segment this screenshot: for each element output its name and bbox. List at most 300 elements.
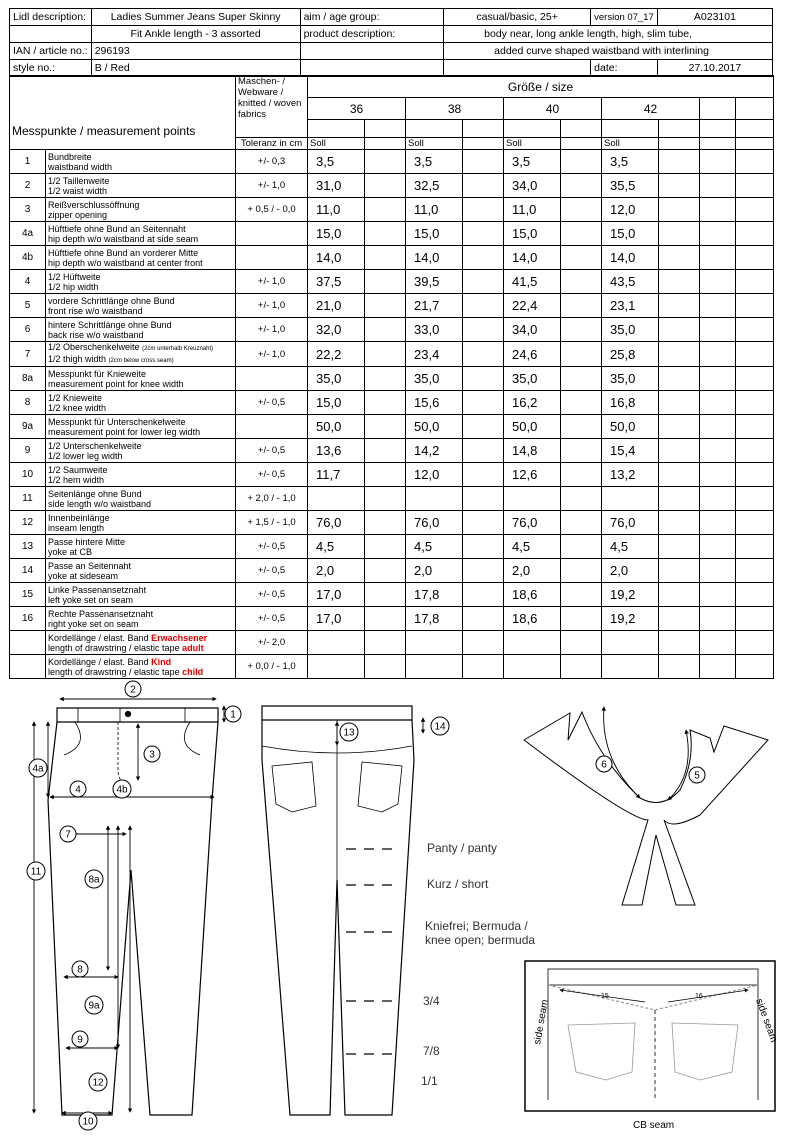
row-description	[46, 294, 236, 318]
row-description	[46, 174, 236, 198]
value-size-42	[602, 655, 659, 679]
desc-de: Seitenlänge ohne Bund	[48, 488, 142, 499]
ian-label: IAN / article no.:	[10, 43, 92, 60]
table-row	[10, 655, 774, 679]
row-tolerance	[236, 367, 308, 391]
desc-de: Bundbreite	[48, 151, 92, 162]
style-value: B / Red	[91, 60, 300, 77]
marker-13	[340, 723, 358, 741]
desc-en: hip depth w/o waistband at center front	[48, 257, 203, 268]
value-size-36: 14,0	[308, 246, 365, 270]
value-size-36: 17,0	[308, 607, 365, 631]
value-size-42: 14,0	[602, 246, 659, 270]
marker-label: 5	[694, 770, 700, 782]
marker-11	[27, 862, 45, 880]
fabric-label: Maschen- / Webware / knitted / woven fabrics	[236, 76, 308, 138]
value-size-36: 2,0	[308, 559, 365, 583]
desc-de: Messpunkt für Knieweite	[48, 368, 147, 379]
dimension-arrows	[34, 699, 423, 1113]
product-desc-line1: body near, long ankle length, high, slim tube,	[444, 26, 773, 43]
value-size-40: 35,0	[504, 367, 561, 391]
value-size-36: 15,0	[308, 222, 365, 246]
row-tolerance	[236, 415, 308, 439]
label-bermuda-2: knee open; bermuda	[425, 933, 536, 947]
row-number: 9	[10, 439, 46, 463]
desc-en: measurement point for knee width	[48, 378, 184, 389]
row-number	[10, 655, 46, 679]
desc-en: inseam length	[48, 522, 105, 533]
measurement-points-header: Messpunkte / measurement points	[12, 123, 196, 138]
row-tolerance: +/- 0,5	[236, 559, 308, 583]
row-number: 8a	[10, 367, 46, 391]
row-description	[46, 270, 236, 294]
date-value: 27.10.2017	[657, 60, 772, 77]
header-table	[9, 8, 773, 77]
row-tolerance: + 2,0 / - 1,0	[236, 487, 308, 511]
marker-label: 9a	[88, 1000, 100, 1012]
marker-label: 9	[77, 1034, 83, 1046]
table-row	[10, 415, 774, 439]
style-label: style no.:	[10, 60, 92, 77]
label-7-8: 7/8	[423, 1044, 440, 1058]
row-number: 9a	[10, 415, 46, 439]
value-size-42: 35,5	[602, 174, 659, 198]
value-size-38	[406, 487, 463, 511]
value-size-40: 16,2	[504, 391, 561, 415]
value-size-42	[602, 487, 659, 511]
value-size-42: 25,8	[602, 342, 659, 367]
marker-label: 1	[230, 709, 236, 721]
value-size-38: 39,5	[406, 270, 463, 294]
row-number: 13	[10, 535, 46, 559]
article-code: A023101	[657, 9, 772, 26]
side-seam-right: side seam	[753, 997, 780, 1044]
table-row	[10, 439, 774, 463]
lidl-desc-label: Lidl description:	[10, 9, 92, 26]
row-number: 8	[10, 391, 46, 415]
row-description	[46, 463, 236, 487]
row-description	[46, 559, 236, 583]
row-number: 3	[10, 198, 46, 222]
desc-en: hip depth w/o waistband at side seam	[48, 233, 199, 244]
value-size-42: 3,5	[602, 150, 659, 174]
table-row	[10, 511, 774, 535]
value-size-38: 23,4	[406, 342, 463, 367]
row-number: 4a	[10, 222, 46, 246]
marker-label: 2	[130, 684, 136, 696]
marker-label: 4a	[32, 763, 44, 775]
row-tolerance: +/- 1,0	[236, 342, 308, 367]
value-size-42	[602, 631, 659, 655]
desc-de: Linke Passenansetznaht	[48, 584, 147, 595]
row-description	[46, 367, 236, 391]
value-size-38: 33,0	[406, 318, 463, 342]
desc-en: 1/2 knee width	[48, 402, 107, 413]
value-size-36: 32,0	[308, 318, 365, 342]
version: version 07_17	[591, 9, 658, 26]
row-tolerance: +/- 0,5	[236, 463, 308, 487]
desc-en: yoke at CB	[48, 546, 93, 557]
marker-label: 14	[434, 721, 446, 733]
value-size-38: 17,8	[406, 583, 463, 607]
marker-8a	[85, 870, 103, 888]
value-size-38: 76,0	[406, 511, 463, 535]
desc-en: 1/2 hip width	[48, 281, 99, 292]
size-40: 40	[504, 98, 602, 120]
row-description	[46, 439, 236, 463]
value-size-38: 11,0	[406, 198, 463, 222]
desc-en: 1/2 lower leg width	[48, 450, 123, 461]
soll-42: Soll	[602, 138, 659, 150]
value-size-36: 76,0	[308, 511, 365, 535]
table-row	[10, 487, 774, 511]
value-size-38: 15,0	[406, 222, 463, 246]
marker-3	[144, 746, 160, 762]
row-number: 5	[10, 294, 46, 318]
marker-1	[225, 706, 241, 722]
desc-de: Kordellänge / elast. Band	[48, 632, 152, 643]
cb-seam-label: CB seam	[633, 1120, 675, 1131]
desc-de-red: Kind	[151, 656, 172, 667]
value-size-40: 50,0	[504, 415, 561, 439]
value-size-36: 4,5	[308, 535, 365, 559]
value-size-38: 50,0	[406, 415, 463, 439]
row-number: 14	[10, 559, 46, 583]
row-tolerance: + 1,5 / - 1,0	[236, 511, 308, 535]
value-size-36: 31,0	[308, 174, 365, 198]
date-label: date:	[591, 60, 658, 77]
desc-de: 1/2 Saumweite	[48, 464, 108, 475]
lidl-desc-line1: Ladies Summer Jeans Super Skinny	[91, 9, 300, 26]
table-row	[10, 198, 774, 222]
desc-en: back rise w/o waistband	[48, 329, 144, 340]
value-size-36: 13,6	[308, 439, 365, 463]
value-size-40: 34,0	[504, 318, 561, 342]
value-size-40	[504, 655, 561, 679]
marker-10	[79, 1112, 97, 1130]
table-row	[10, 535, 774, 559]
desc-en-red: child	[182, 666, 204, 677]
desc-en-red: adult	[182, 642, 204, 653]
row-number: 15	[10, 583, 46, 607]
soll-36: Soll	[308, 138, 365, 150]
value-size-38	[406, 655, 463, 679]
value-size-40: 4,5	[504, 535, 561, 559]
value-size-40: 22,4	[504, 294, 561, 318]
soll-40: Soll	[504, 138, 561, 150]
value-size-36: 11,0	[308, 198, 365, 222]
marker-5	[689, 767, 705, 783]
desc-de: Passe hintere Mitte	[48, 536, 126, 547]
value-size-42: 15,4	[602, 439, 659, 463]
value-size-42: 19,2	[602, 583, 659, 607]
value-size-40: 3,5	[504, 150, 561, 174]
marker-4	[70, 781, 86, 797]
table-row	[10, 342, 774, 367]
row-description	[46, 511, 236, 535]
desc-en: zipper opening	[48, 209, 108, 220]
desc-en: waistband width	[48, 161, 113, 172]
row-description	[46, 198, 236, 222]
desc-de: 1/2 Oberschenkelweite	[48, 342, 140, 352]
value-size-38: 4,5	[406, 535, 463, 559]
row-description	[46, 655, 236, 679]
desc-en: 1/2 hem width	[48, 474, 105, 485]
value-size-40: 2,0	[504, 559, 561, 583]
row-description	[46, 342, 236, 367]
value-size-42: 35,0	[602, 318, 659, 342]
desc-en-note: (2cm below cross seam)	[108, 358, 174, 364]
value-size-36: 21,0	[308, 294, 365, 318]
desc-de: 1/2 Knieweite	[48, 392, 103, 403]
marker-2	[125, 681, 141, 697]
aim-value: casual/basic, 25+	[444, 9, 591, 26]
value-size-38: 14,2	[406, 439, 463, 463]
value-size-36: 17,0	[308, 583, 365, 607]
value-size-40: 41,5	[504, 270, 561, 294]
value-size-42: 35,0	[602, 367, 659, 391]
marker-label: 3	[149, 749, 155, 761]
marker-9a	[85, 996, 103, 1014]
value-size-42: 12,0	[602, 198, 659, 222]
value-size-36	[308, 655, 365, 679]
marker-label: 8	[77, 964, 83, 976]
row-description	[46, 150, 236, 174]
desc-en: left yoke set on seam	[48, 594, 134, 605]
row-number: 2	[10, 174, 46, 198]
size-header: Größe / size	[308, 76, 774, 98]
value-size-40: 11,0	[504, 198, 561, 222]
table-row	[10, 559, 774, 583]
value-size-38: 32,5	[406, 174, 463, 198]
value-size-36: 50,0	[308, 415, 365, 439]
soll-38: Soll	[406, 138, 463, 150]
value-size-42: 76,0	[602, 511, 659, 535]
desc-de: Messpunkt für Unterschenkelweite	[48, 416, 186, 427]
value-size-36	[308, 631, 365, 655]
technical-drawings	[0, 680, 800, 1138]
marker-4a	[29, 759, 47, 777]
label-3-4: 3/4	[423, 994, 440, 1008]
row-description	[46, 535, 236, 559]
table-row	[10, 150, 774, 174]
row-number: 16	[10, 607, 46, 631]
desc-de: 1/2 Taillenweite	[48, 175, 110, 186]
value-size-36	[308, 487, 365, 511]
marker-label: 10	[82, 1116, 94, 1128]
table-row	[10, 270, 774, 294]
value-size-38: 35,0	[406, 367, 463, 391]
desc-de: Hüfttiefe ohne Bund an vorderer Mitte	[48, 247, 199, 258]
row-tolerance: +/- 1,0	[236, 318, 308, 342]
value-size-38: 14,0	[406, 246, 463, 270]
label-short: Kurz / short	[427, 877, 489, 891]
lidl-desc-line2: Fit Ankle length - 3 assorted	[91, 26, 300, 43]
value-size-36: 37,5	[308, 270, 365, 294]
ian-value: 296193	[91, 43, 300, 60]
value-size-40: 76,0	[504, 511, 561, 535]
row-tolerance: +/- 1,0	[236, 294, 308, 318]
value-size-38: 3,5	[406, 150, 463, 174]
table-row	[10, 174, 774, 198]
value-size-40: 12,6	[504, 463, 561, 487]
measurement-table	[9, 75, 774, 679]
row-description	[46, 246, 236, 270]
marker-12	[89, 1073, 107, 1091]
row-tolerance: + 0,0 / - 1,0	[236, 655, 308, 679]
value-size-42: 15,0	[602, 222, 659, 246]
value-size-40: 18,6	[504, 607, 561, 631]
length-markers	[346, 849, 400, 1054]
row-tolerance: + 0,5 / - 0,0	[236, 198, 308, 222]
desc-en: yoke at sideseam	[48, 570, 119, 581]
row-tolerance: +/- 0,5	[236, 607, 308, 631]
desc-en: measurement point for lower leg width	[48, 426, 201, 437]
label-bermuda-1: Kniefrei; Bermuda /	[425, 919, 528, 933]
marker-label: 4b	[116, 784, 128, 796]
table-row	[10, 222, 774, 246]
value-size-40: 14,0	[504, 246, 561, 270]
desc-de: Kordellänge / elast. Band	[48, 656, 152, 667]
side-seam-left: side seam	[532, 998, 551, 1046]
table-row	[10, 391, 774, 415]
table-row	[10, 583, 774, 607]
value-size-42: 50,0	[602, 415, 659, 439]
label-1-1: 1/1	[421, 1074, 438, 1088]
value-size-42: 43,5	[602, 270, 659, 294]
desc-en: 1/2 waist width	[48, 185, 108, 196]
marker-label: 7	[65, 829, 71, 841]
row-tolerance: +/- 0,5	[236, 535, 308, 559]
desc-de: Hüfttiefe ohne Bund an Seitennaht	[48, 223, 186, 234]
row-description	[46, 631, 236, 655]
value-size-38: 17,8	[406, 607, 463, 631]
row-number: 11	[10, 487, 46, 511]
table-row	[10, 318, 774, 342]
row-tolerance: +/- 0,5	[236, 583, 308, 607]
table-row	[10, 463, 774, 487]
marker-label: 4	[75, 784, 81, 796]
row-tolerance	[236, 222, 308, 246]
row-number: 7	[10, 342, 46, 367]
value-size-38: 12,0	[406, 463, 463, 487]
desc-de: 1/2 Hüftweite	[48, 271, 101, 282]
desc-de: hintere Schrittlänge ohne Bund	[48, 319, 172, 330]
row-tolerance: +/- 1,0	[236, 174, 308, 198]
inset-marker-15: 15	[601, 993, 609, 1000]
value-size-40	[504, 487, 561, 511]
product-desc-line2: added curve shaped waistband with interlining	[444, 43, 773, 60]
value-size-42: 2,0	[602, 559, 659, 583]
value-size-36: 15,0	[308, 391, 365, 415]
row-tolerance: +/- 0,3	[236, 150, 308, 174]
marker-6	[596, 756, 612, 772]
product-desc-label: product description:	[300, 26, 444, 43]
inset-marker-16: 16	[695, 993, 703, 1000]
row-number: 1	[10, 150, 46, 174]
marker-label: 12	[92, 1077, 104, 1089]
desc-de: Passe an Seitennaht	[48, 560, 132, 571]
value-size-36: 35,0	[308, 367, 365, 391]
row-description	[46, 415, 236, 439]
value-size-40: 34,0	[504, 174, 561, 198]
desc-de: Innenbeinlänge	[48, 512, 110, 523]
value-size-38: 2,0	[406, 559, 463, 583]
row-description	[46, 487, 236, 511]
tolerance-header: Toleranz in cm	[236, 138, 308, 150]
row-number: 10	[10, 463, 46, 487]
desc-de: 1/2 Unterschenkelweite	[48, 440, 142, 451]
row-description	[46, 391, 236, 415]
value-size-40: 18,6	[504, 583, 561, 607]
desc-de-red: Erwachsener	[151, 632, 208, 643]
row-description	[46, 318, 236, 342]
marker-label: 8a	[88, 874, 100, 886]
table-row	[10, 607, 774, 631]
value-size-36: 11,7	[308, 463, 365, 487]
marker-8	[72, 961, 88, 977]
value-size-36: 3,5	[308, 150, 365, 174]
value-size-38: 21,7	[406, 294, 463, 318]
size-42: 42	[602, 98, 700, 120]
table-row	[10, 294, 774, 318]
row-tolerance: +/- 0,5	[236, 391, 308, 415]
row-tolerance: +/- 1,0	[236, 270, 308, 294]
marker-7	[60, 826, 76, 842]
marker-14	[431, 717, 449, 735]
row-description	[46, 222, 236, 246]
desc-de: Rechte Passenansetznaht	[48, 608, 154, 619]
value-size-42: 13,2	[602, 463, 659, 487]
desc-de-note: (2cm unterhalb Kreuznaht)	[142, 346, 214, 352]
row-number: 4	[10, 270, 46, 294]
row-description	[46, 583, 236, 607]
marker-label: 6	[601, 759, 607, 771]
desc-en: right yoke set on seam	[48, 618, 139, 629]
value-size-40: 15,0	[504, 222, 561, 246]
desc-de: vordere Schrittlänge ohne Bund	[48, 295, 175, 306]
marker-9	[72, 1031, 88, 1047]
marker-label: 11	[30, 866, 42, 878]
marker-label: 13	[343, 727, 355, 739]
yoke-inset	[525, 961, 775, 1111]
desc-de: Reißverschlussöffnung	[48, 199, 140, 210]
value-size-40: 14,8	[504, 439, 561, 463]
size-36: 36	[308, 98, 406, 120]
value-size-38	[406, 631, 463, 655]
marker-4b	[113, 780, 131, 798]
row-number: 6	[10, 318, 46, 342]
table-row	[10, 367, 774, 391]
aim-label: aim / age group:	[300, 9, 444, 26]
value-size-40: 24,6	[504, 342, 561, 367]
desc-en: length of drawstring / elastic tape	[48, 666, 183, 677]
desc-en: 1/2 thigh width	[48, 354, 107, 364]
table-row	[10, 246, 774, 270]
value-size-36: 22,2	[308, 342, 365, 367]
row-number: 12	[10, 511, 46, 535]
row-tolerance: +/- 0,5	[236, 439, 308, 463]
value-size-38: 15,6	[406, 391, 463, 415]
rise-diagram	[524, 707, 768, 905]
value-size-42: 19,2	[602, 607, 659, 631]
table-row	[10, 631, 774, 655]
value-size-42: 23,1	[602, 294, 659, 318]
desc-en: length of drawstring / elastic tape	[48, 642, 183, 653]
label-panty: Panty / panty	[427, 841, 498, 855]
row-tolerance: +/- 2,0	[236, 631, 308, 655]
row-description	[46, 607, 236, 631]
